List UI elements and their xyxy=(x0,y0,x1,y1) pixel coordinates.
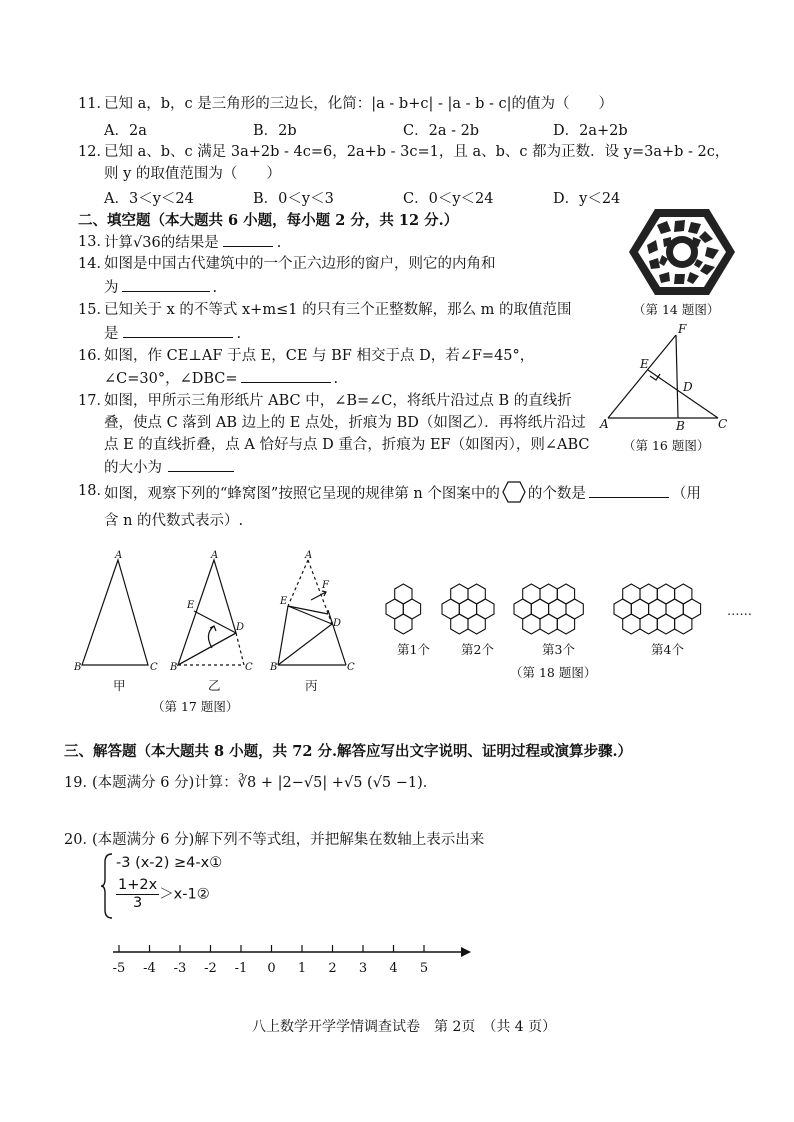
q17-line4: 的大小为 xyxy=(104,457,240,478)
q17-line2: 叠，使点 C 落到 AB 边上的 E 点处，折痕为 BD（如图乙）．再将纸片沿过 xyxy=(104,415,586,431)
q16-line2: ∠C=30°，∠DBC= . xyxy=(104,368,338,389)
q18-line2: 含 n 的代数式表示）. xyxy=(104,513,244,529)
number-line-label: -5 xyxy=(112,961,126,976)
q11-option-a: A．2a xyxy=(104,123,147,139)
q14-answer-blank[interactable] xyxy=(122,277,210,292)
svg-text:B: B xyxy=(676,419,685,433)
q15-number: 15． xyxy=(78,302,111,318)
svg-text:D: D xyxy=(236,622,245,633)
svg-text:C: C xyxy=(718,417,728,431)
q15-line1: 已知关于 x 的不等式 x+m≤1 的只有三个正整数解，那么 m 的取值范围 xyxy=(104,302,572,318)
section-3-heading: 三、解答题（本大题共 8 小题，共 72 分.解答应写出文字说明、证明过程或演算步骤.） xyxy=(64,743,633,760)
q12-number: 12． xyxy=(78,144,111,160)
honeycomb-figure-18 xyxy=(380,574,725,646)
q12-line2: 则 y 的取值范围为（ ） xyxy=(104,166,281,182)
svg-text:E: E xyxy=(187,600,195,611)
q14-line2: 为 . xyxy=(104,277,217,298)
hexagon-icon xyxy=(502,481,526,503)
svg-text:A: A xyxy=(115,550,123,561)
q19-text: (本题满分 6 分)计算：∛8 + |2−√5| +√5 (√5 −1)． xyxy=(92,775,438,791)
q12-line1: 已知 a、b、c 满足 3a+2b - 4c=6，2a+b - 3c=1，且 a、b、c 都为正数．设 y=3a+b - 2c， xyxy=(104,144,730,160)
q17-line1: 如图，甲所示三角形纸片 ABC 中，∠B=∠C，将纸片沿过点 B 的直线折 xyxy=(104,393,572,409)
fig18-caption: （第 18 题图） xyxy=(510,665,597,680)
q15-answer-blank[interactable] xyxy=(123,323,233,338)
honeycomb-ellipsis: …… xyxy=(727,603,752,618)
q20-inequality-1: -3 (x-2) ≥4-x① xyxy=(116,855,223,871)
svg-text:C: C xyxy=(245,662,253,673)
fraction-denominator: 3 xyxy=(132,895,143,911)
number-line-label: -3 xyxy=(173,961,187,976)
number-line-label: 5 xyxy=(419,961,429,976)
svg-text:C: C xyxy=(150,662,158,673)
svg-text:B: B xyxy=(270,662,278,673)
system-brace xyxy=(100,852,114,920)
honeycomb-cell xyxy=(395,614,412,634)
q18-answer-blank[interactable] xyxy=(589,483,669,498)
section-2-heading: 二、填空题（本大题共 6 小题，每小题 2 分，共 12 分.） xyxy=(78,212,459,229)
svg-text:A: A xyxy=(211,550,219,561)
number-line-label: 0 xyxy=(267,961,276,976)
svg-text:E: E xyxy=(280,596,288,607)
q20-inequality-2: $\frac{1+2x}{3}$ ＞x-1② xyxy=(118,877,210,911)
fraction-numerator: 1+2x xyxy=(118,877,158,893)
svg-text:D: D xyxy=(683,380,693,394)
q18-line1: 如图，观察下列的“蜂窝图”按照它呈现的规律第 n 个图案中的 的个数是 （用 xyxy=(104,481,701,504)
fig17-caption: （第 17 题图） xyxy=(152,699,239,714)
q16-line1: 如图，作 CE⊥AF 于点 E，CE 与 BF 相交于点 D，若∠F=45°， xyxy=(104,348,535,364)
svg-text:F: F xyxy=(322,580,329,591)
q20-number: 20． xyxy=(64,832,97,848)
fig17-label-jia: 甲 xyxy=(113,678,126,693)
hexagon-window-figure xyxy=(627,207,737,297)
svg-text:D: D xyxy=(333,618,342,629)
svg-text:E: E xyxy=(640,357,649,371)
honeycomb-label-2: 第2个 xyxy=(461,642,494,657)
q11-text: 已知 a，b，c 是三角形的三边长，化简：|a - b+c| - |a - b - c|的值为（ ） xyxy=(104,96,614,112)
fig17-label-bing: 丙 xyxy=(305,678,318,693)
q19-number: 19． xyxy=(64,775,97,791)
q14-line1: 如图是中国古代建筑中的一个正六边形的窗户，则它的内角和 xyxy=(104,256,496,272)
honeycomb-cell xyxy=(657,614,674,634)
page-footer: 八上数学开学学情调查试卷 第 2页 （共 4 页） xyxy=(252,1019,557,1035)
honeycomb-cell xyxy=(468,614,485,634)
honeycomb-cell xyxy=(557,614,574,634)
q13-text: 计算√36的结果是 . xyxy=(104,232,281,253)
svg-text:B: B xyxy=(74,662,82,673)
number-line-label: 4 xyxy=(389,961,398,976)
fig16-caption: （第 16 题图） xyxy=(623,438,710,453)
q11-option-b: B．2b xyxy=(253,123,297,139)
q12-option-a: A．3＜y＜24 xyxy=(104,191,194,207)
q12-option-d: D．y＜24 xyxy=(553,191,621,207)
number-line-label: 1 xyxy=(297,961,307,976)
q12-option-b: B．0＜y＜3 xyxy=(253,191,334,207)
fig17-label-yi: 乙 xyxy=(208,678,221,693)
q18-number: 18． xyxy=(78,483,111,499)
number-line-label: -4 xyxy=(143,961,156,976)
q16-answer-blank[interactable] xyxy=(241,368,331,383)
honeycomb-cell xyxy=(675,614,692,634)
q20-text: (本题满分 6 分)解下列不等式组，并把解集在数轴上表示出来 xyxy=(92,832,485,848)
q15-line2: 是 . xyxy=(104,323,241,344)
svg-text:A: A xyxy=(600,417,609,431)
svg-text:B: B xyxy=(170,662,178,673)
honeycomb-cell xyxy=(623,614,640,634)
svg-text:F: F xyxy=(678,322,687,336)
q17-number: 17． xyxy=(78,393,111,409)
honeycomb-cell xyxy=(540,614,557,634)
q11-option-c: C．2a - 2b xyxy=(403,123,480,139)
svg-text:C: C xyxy=(347,662,355,673)
honeycomb-label-4: 第4个 xyxy=(651,642,684,657)
number-line-label: 2 xyxy=(328,961,337,976)
honeycomb-cell xyxy=(640,614,657,634)
svg-text:A: A xyxy=(305,550,313,561)
honeycomb-cell xyxy=(523,614,540,634)
q16-number: 16． xyxy=(78,348,111,364)
fig14-caption: （第 14 题图） xyxy=(633,302,720,317)
number-line xyxy=(105,942,475,978)
q14-number: 14． xyxy=(78,256,111,272)
q17-answer-blank[interactable] xyxy=(168,457,234,472)
honeycomb-cell xyxy=(451,614,468,634)
q11-number: 11． xyxy=(78,96,111,112)
q13-number: 13． xyxy=(78,234,111,250)
honeycomb-label-1: 第1个 xyxy=(397,642,430,657)
number-line-label: 3 xyxy=(358,961,368,976)
q12-option-c: C．0＜y＜24 xyxy=(403,191,494,207)
triangle-figure-16 xyxy=(592,322,734,434)
honeycomb-label-3: 第3个 xyxy=(542,642,575,657)
q13-answer-blank[interactable] xyxy=(223,232,273,247)
q17-line3: 点 E 的直线折叠，点 A 恰好与点 D 重合，折痕为 EF（如图丙），则∠ABC xyxy=(104,437,590,453)
q11-option-d: D．2a+2b xyxy=(553,123,628,139)
number-line-label: -1 xyxy=(234,961,248,976)
number-line-label: -2 xyxy=(204,961,217,976)
